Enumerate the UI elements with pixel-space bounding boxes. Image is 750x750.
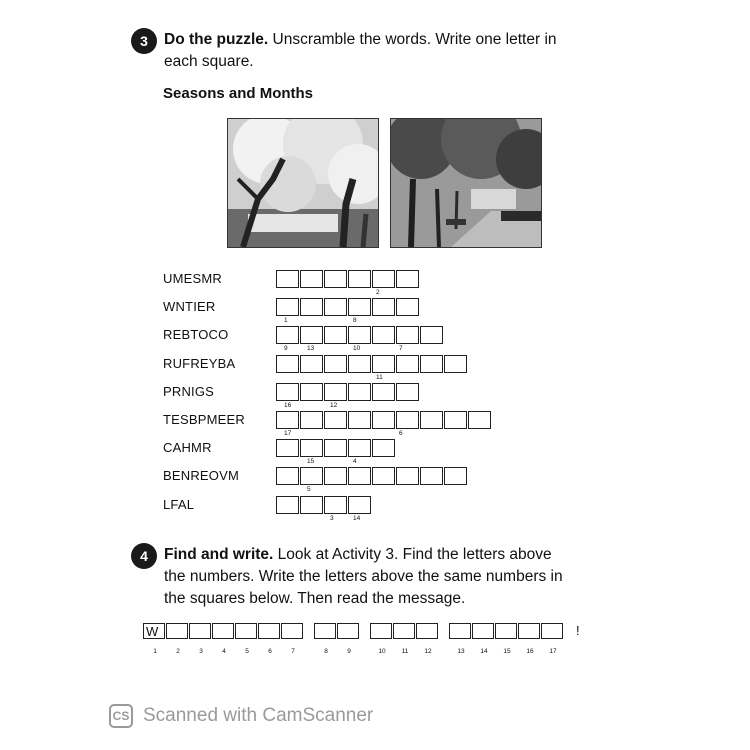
activity-4-line2: the numbers. Write the letters above the same numbers in [164,568,563,585]
letter-square[interactable] [324,439,347,457]
message-letter-square[interactable] [258,623,280,655]
message-number-label: 6 [268,648,272,655]
message-number-label: 4 [222,648,226,655]
letter-square[interactable] [372,298,395,316]
message-letter-square[interactable] [495,623,517,655]
puzzle-clue: WNTIER [163,299,216,315]
letter-square[interactable] [348,496,371,514]
message-letter: W [146,624,159,639]
letter-square[interactable] [444,411,467,429]
message-answer-row [143,623,580,655]
puzzle-clue: BENREOVM [163,468,240,484]
letter-square[interactable] [348,439,371,457]
letter-square[interactable] [372,355,395,373]
activity-4-title: Find and write. [164,546,274,563]
message-number-label: 16 [526,648,534,655]
activity-4-number: 4 [140,548,148,564]
activity-3-number-badge [131,28,157,54]
letter-square[interactable] [276,439,299,457]
letter-square[interactable] [276,326,299,344]
letter-square[interactable] [276,467,299,485]
message-number-label: 17 [549,648,557,655]
letter-square[interactable] [372,467,395,485]
letter-square[interactable] [300,270,323,288]
letter-square[interactable] [276,496,299,514]
message-letter-square[interactable] [314,623,336,655]
puzzle-answer-grid [276,411,492,429]
letter-square[interactable] [300,439,323,457]
message-number-label: 13 [457,648,465,655]
letter-number-label: 2 [376,289,380,296]
message-number-label: 12 [424,648,432,655]
cherry-blossom-photo [227,118,379,248]
message-letter-square[interactable] [235,623,257,655]
letter-square[interactable] [324,298,347,316]
message-word-group [449,623,564,655]
letter-number-label: 5 [307,486,311,494]
letter-square[interactable] [276,298,299,316]
letter-number-label: 9 [284,345,288,353]
letter-square[interactable] [276,411,299,429]
letter-square[interactable] [396,467,419,485]
letter-square[interactable] [324,355,347,373]
message-letter-square[interactable] [281,623,303,655]
letter-number-label: 17 [284,430,292,437]
scanner-watermark-text: Scanned with CamScanner [143,705,374,726]
activity-3-title: Do the puzzle. [164,31,269,48]
message-letter-square[interactable] [518,623,540,655]
letter-square[interactable] [372,326,395,344]
letter-square[interactable] [276,270,299,288]
message-number-label: 2 [176,648,180,655]
activity-4-line1: Look at Activity 3. Find the letters above [273,546,552,563]
message-letter-square[interactable] [212,623,234,655]
message-letter-square[interactable] [189,623,211,655]
letter-square[interactable] [396,298,419,316]
activity-3-number: 3 [140,33,148,49]
letter-square[interactable] [396,411,419,429]
letter-square[interactable] [300,355,323,373]
activity-3-line2: each square. [164,53,254,70]
message-word-group [370,623,439,655]
puzzle-clue: LFAL [163,496,195,512]
letter-square[interactable] [348,411,371,429]
letter-square[interactable] [348,270,371,288]
camscanner-logo-icon: CS [109,704,133,728]
letter-number-label: 7 [399,345,403,353]
letter-square[interactable] [324,467,347,485]
letter-square[interactable] [420,411,443,429]
letter-square[interactable] [300,411,323,429]
scanner-watermark [109,704,373,728]
activity-4-number-badge [131,543,157,569]
message-number-label: 1 [153,648,157,655]
puzzle-answer-grid [276,439,396,457]
puzzle-answer-grid [276,496,372,514]
letter-square[interactable] [300,298,323,316]
message-number-label: 11 [401,648,409,655]
puzzle-answer-grid [276,467,468,485]
puzzle-answer-grid [276,298,420,316]
letter-number-label: 14 [353,514,361,522]
puzzle-answer-grid [276,270,420,288]
letter-square[interactable] [300,383,323,401]
letter-number-label: 12 [330,401,338,409]
message-number-label: 9 [347,648,351,655]
letter-square[interactable] [372,270,395,288]
message-letter-square[interactable] [166,623,188,655]
message-letter-square[interactable] [370,623,392,655]
letter-number-label: 16 [284,401,292,409]
activity-3-line1: Unscramble the words. Write one letter in [268,31,557,48]
message-number-label: 10 [378,648,386,655]
activity-4-line3: the squares below. Then read the message. [164,590,466,607]
letter-square[interactable] [324,411,347,429]
letter-square[interactable] [396,355,419,373]
letter-number-label: 15 [307,458,315,466]
letter-square[interactable] [348,355,371,373]
letter-number-label: 13 [307,345,315,353]
park-path-photo [390,118,542,248]
letter-square[interactable] [420,326,443,344]
letter-square[interactable] [324,270,347,288]
letter-square[interactable] [396,383,419,401]
puzzle-answer-grid [276,355,468,373]
letter-square[interactable] [420,355,443,373]
letter-number-label: 10 [353,345,361,353]
message-letter-square[interactable] [416,623,438,655]
message-number-label: 5 [245,648,249,655]
message-letter-square[interactable] [393,623,415,655]
message-number-label: 15 [503,648,511,655]
letter-square[interactable] [348,298,371,316]
message-word-group [143,623,304,655]
letter-square[interactable] [396,270,419,288]
letter-square[interactable] [372,411,395,429]
message-number-label: 7 [291,648,295,655]
message-number-label: 14 [480,648,488,655]
message-letter-square[interactable] [337,623,359,655]
letter-square[interactable] [444,467,467,485]
letter-number-label: 4 [353,458,357,466]
message-letter-square[interactable] [143,623,165,655]
message-number-label: 8 [324,648,328,655]
letter-square[interactable] [372,439,395,457]
letter-number-label: 8 [353,317,357,325]
letter-number-label: 1 [284,317,288,325]
puzzle-clue: REBTOCO [163,327,229,343]
letter-square[interactable] [300,496,323,514]
puzzle-clue: PRNIGS [163,383,215,399]
letter-square[interactable] [396,326,419,344]
letter-square[interactable] [348,383,371,401]
letter-square[interactable] [372,383,395,401]
letter-square[interactable] [276,383,299,401]
letter-number-label: 6 [399,430,403,437]
message-letter-square[interactable] [472,623,494,655]
puzzle-clue: TESBPMEER [163,412,245,427]
puzzle-clue: RUFREYBA [163,355,236,371]
message-letter-square[interactable] [541,623,563,655]
letter-number-label: 11 [376,373,383,381]
letter-square[interactable] [420,467,443,485]
puzzle-clue: UMESMR [163,271,222,286]
letter-square[interactable] [324,496,347,514]
puzzle-answer-grid [276,383,420,401]
activity-4-instructions [164,544,604,610]
letter-square[interactable] [324,326,347,344]
letter-square[interactable] [300,467,323,485]
letter-square[interactable] [348,467,371,485]
letter-square[interactable] [324,383,347,401]
message-letter-square[interactable] [449,623,471,655]
message-number-label: 3 [199,648,203,655]
letter-number-label: 3 [330,514,334,522]
message-end-mark: ! [576,623,580,638]
puzzle-clue: CAHMR [163,440,212,456]
puzzle-subtitle: Seasons and Months [163,85,314,102]
letter-square[interactable] [468,411,491,429]
letter-square[interactable] [348,326,371,344]
activity-3-instructions [164,29,604,73]
letter-square[interactable] [444,355,467,373]
letter-square[interactable] [300,326,323,344]
letter-square[interactable] [276,355,299,373]
puzzle-answer-grid [276,326,444,344]
message-word-group [314,623,360,655]
